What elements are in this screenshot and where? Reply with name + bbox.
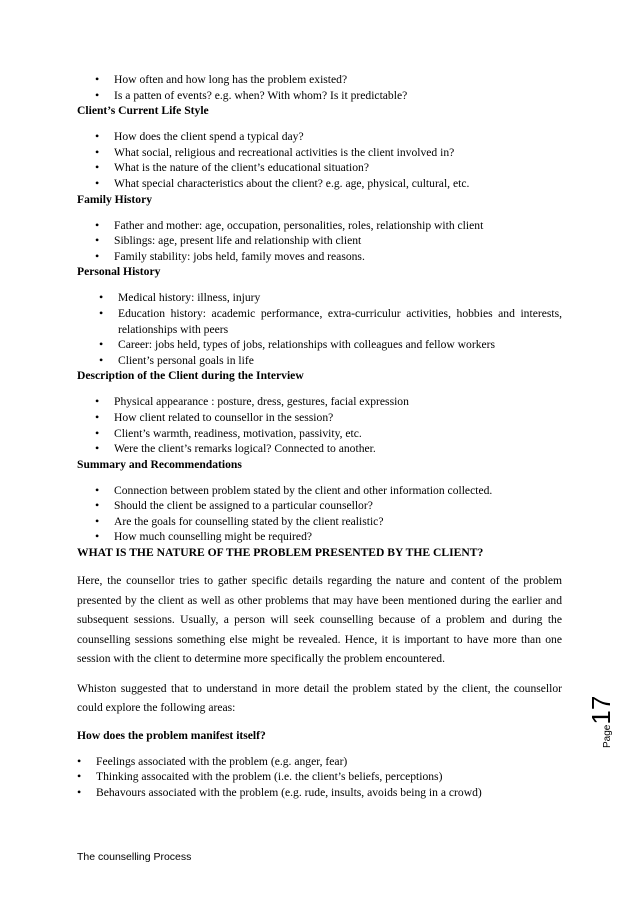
list-item: • Career: jobs held, types of jobs, relationships with colleagues and fellow workers <box>99 337 562 353</box>
list-item: • What is the nature of the client’s educational situation? <box>95 160 562 176</box>
subheading-manifest: How does the problem manifest itself? <box>77 728 266 742</box>
section-heading-summary: Summary and Recommendations <box>77 457 242 471</box>
list-item: • Physical appearance : posture, dress, gestures, facial expression <box>95 394 562 410</box>
list-item: • Behavours associated with the problem (e.g. rude, insults, avoids being in a crowd) <box>77 785 562 801</box>
list-item: • Are the goals for counselling stated by the client realistic? <box>95 514 562 530</box>
list-item: • Medical history: illness, injury <box>99 290 562 306</box>
list-item: • Father and mother: age, occupation, personalities, roles, relationship with client <box>95 218 562 234</box>
list-item: • Client’s warmth, readiness, motivation, passivity, etc. <box>95 426 562 442</box>
body-paragraph-2: Whiston suggested that to understand in more detail the problem stated by the client, the counsellor could explore the following areas: <box>77 681 562 715</box>
page-number-label <box>586 688 616 748</box>
list-item: • Thinking assocaited with the problem (i.e. the client’s beliefs, perceptions) <box>77 769 562 785</box>
page-word: Page <box>602 724 613 748</box>
list-item: • Client’s personal goals in life <box>99 353 562 369</box>
intro-bullet-list <box>95 72 562 103</box>
manifest-bullet-list <box>77 754 562 801</box>
family-bullet-list <box>95 218 562 265</box>
list-item: • Siblings: age, present life and relationship with client <box>95 233 562 249</box>
main-heading: WHAT IS THE NATURE OF THE PROBLEM PRESENTED BY THE CLIENT? <box>77 546 484 560</box>
list-item: • Feelings associated with the problem (e.g. anger, fear) <box>77 754 562 770</box>
section-heading-personal: Personal History <box>77 265 161 279</box>
page-footer: The counselling Process <box>77 851 192 863</box>
section-heading-lifestyle: Client’s Current Life Style <box>77 104 209 118</box>
list-item: • What social, religious and recreational activities is the client involved in? <box>95 145 562 161</box>
section-heading-interview: Description of the Client during the Interview <box>77 369 304 383</box>
section-heading-family: Family History <box>77 192 153 206</box>
list-item: • Education history: academic performance, extra-curriculur activities, hobbies and interests, relationships with peers <box>99 306 562 337</box>
list-item: • Is a patten of events? e.g. when? With whom? Is it predictable? <box>95 88 562 104</box>
list-item: • How does the client spend a typical day? <box>95 129 562 145</box>
summary-bullet-list <box>95 483 562 545</box>
list-item: • What special characteristics about the client? e.g. age, physical, cultural, etc. <box>95 176 562 192</box>
body-paragraph-1: Here, the counsellor tries to gather specific details regarding the nature and content of the problem presented by the client as well as other problems that may have been mentioned during the earlier and subsequent sessions. Usually, a person will seek counselling because of a problem and during the counselling sessions something else might be revealed. Hence, it is important to have more than one session with the client to determine more specifically the problem encountered. <box>77 574 562 666</box>
list-item: • How much counselling might be required? <box>95 529 562 545</box>
list-item: • Were the client’s remarks logical? Connected to another. <box>95 441 562 457</box>
list-item: • How often and how long has the problem existed? <box>95 72 562 88</box>
list-item: • How client related to counsellor in the session? <box>95 410 562 426</box>
interview-bullet-list <box>95 394 562 456</box>
lifestyle-bullet-list <box>95 129 562 191</box>
list-item: • Connection between problem stated by the client and other information collected. <box>95 483 562 499</box>
list-item: • Family stability: jobs held, family moves and reasons. <box>95 249 562 265</box>
list-item: • Should the client be assigned to a particular counsellor? <box>95 498 562 514</box>
personal-bullet-list <box>99 290 562 368</box>
page-number: 17 <box>586 695 616 725</box>
page-content <box>77 72 562 800</box>
